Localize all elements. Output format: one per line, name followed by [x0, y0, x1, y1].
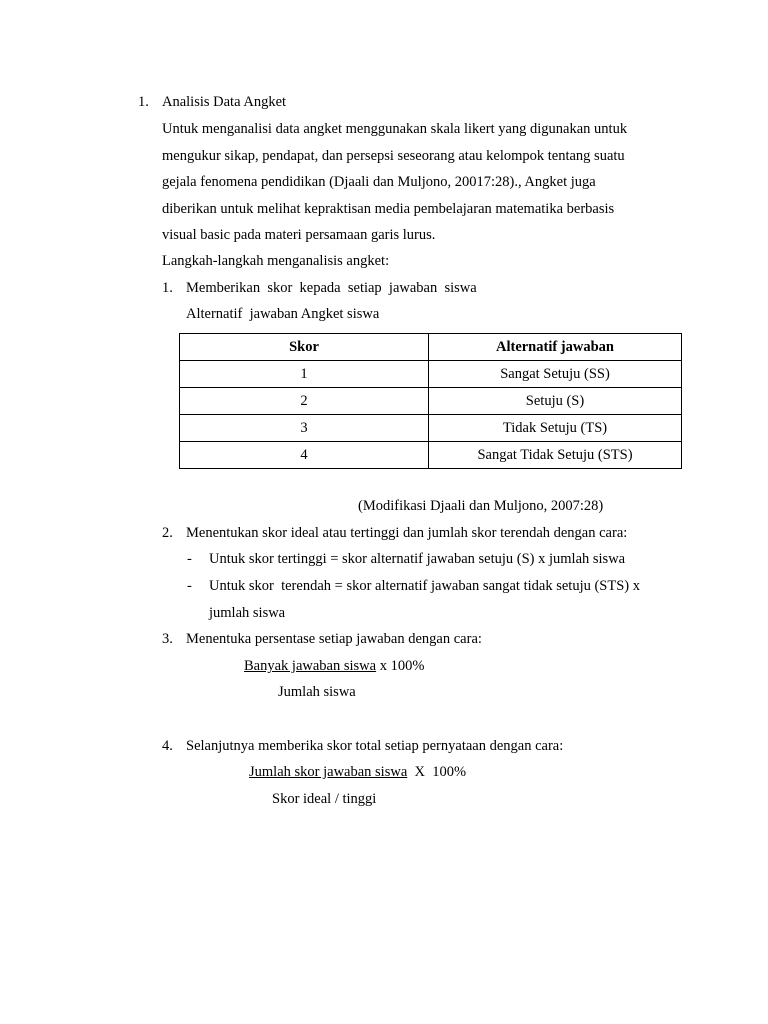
score-cell: 3: [180, 415, 429, 442]
bullet-text-continued: jumlah siswa: [209, 605, 286, 621]
likert-score-table: [179, 333, 682, 469]
step3-number: 3.: [162, 631, 173, 647]
formula-multiplier: x 100%: [376, 658, 425, 674]
step4-text: Selanjutnya memberika skor total setiap pernyataan dengan cara:: [186, 738, 564, 754]
bullet-text: Untuk skor tertinggi = skor alternatif jawaban setuju (S) x jumlah siswa: [209, 551, 626, 567]
bullet-text: Untuk skor terendah = skor alternatif jawaban sangat tidak setuju (STS) x: [209, 578, 640, 594]
paragraph-line: visual basic pada materi persamaan garis lurus.: [162, 227, 436, 243]
section-number: 1.: [138, 94, 149, 110]
answer-cell: Setuju (S): [429, 388, 682, 415]
score-cell: 2: [180, 388, 429, 415]
step2-number: 2.: [162, 525, 173, 541]
step2-text: Menentukan skor ideal atau tertinggi dan jumlah skor terendah dengan cara:: [186, 525, 628, 541]
step1-number: 1.: [162, 280, 173, 296]
score-cell: 1: [180, 361, 429, 388]
table-row: [180, 415, 682, 442]
formula-total-score: [249, 763, 466, 781]
formula-percentage: [244, 657, 424, 675]
step1-text: Memberikan skor kepada setiap jawaban siswa: [186, 280, 477, 296]
table-source: (Modifikasi Djaali dan Muljono, 2007:28): [358, 498, 604, 514]
formula-numerator: Jumlah skor jawaban siswa: [249, 764, 408, 780]
bullet-dash: -: [187, 578, 192, 594]
step3-text: Menentuka persentase setiap jawaban dengan cara:: [186, 631, 482, 647]
formula-numerator: Banyak jawaban siswa: [244, 658, 377, 674]
column-header-skor: Skor: [180, 334, 429, 361]
paragraph-line: gejala fenomena pendidikan (Djaali dan Muljono, 20017:28)., Angket juga: [162, 174, 596, 190]
steps-intro: Langkah-langkah menganalisis angket:: [162, 253, 390, 269]
table-row: [180, 388, 682, 415]
answer-cell: Tidak Setuju (TS): [429, 415, 682, 442]
paragraph-line: diberikan untuk melihat kepraktisan media pembelajaran matematika berbasis: [162, 201, 615, 217]
formula-denominator: Jumlah siswa: [278, 684, 356, 700]
step4-number: 4.: [162, 738, 173, 754]
table-caption: Alternatif jawaban Angket siswa: [186, 306, 380, 322]
answer-cell: Sangat Tidak Setuju (STS): [429, 442, 682, 469]
section-title: Analisis Data Angket: [162, 94, 287, 110]
paragraph-line: Untuk menganalisi data angket menggunakan skala likert yang digunakan untuk: [162, 121, 628, 137]
bullet-dash: -: [187, 551, 192, 567]
column-header-alternatif: Alternatif jawaban: [429, 334, 682, 361]
table-row: [180, 361, 682, 388]
formula-multiplier: X 100%: [407, 764, 467, 780]
table-row: [180, 442, 682, 469]
table-header-row: [180, 334, 682, 361]
score-cell: 4: [180, 442, 429, 469]
formula-denominator: Skor ideal / tinggi: [272, 791, 377, 807]
answer-cell: Sangat Setuju (SS): [429, 361, 682, 388]
paragraph-line: mengukur sikap, pendapat, dan persepsi seseorang atau kelompok tentang suatu: [162, 148, 625, 164]
